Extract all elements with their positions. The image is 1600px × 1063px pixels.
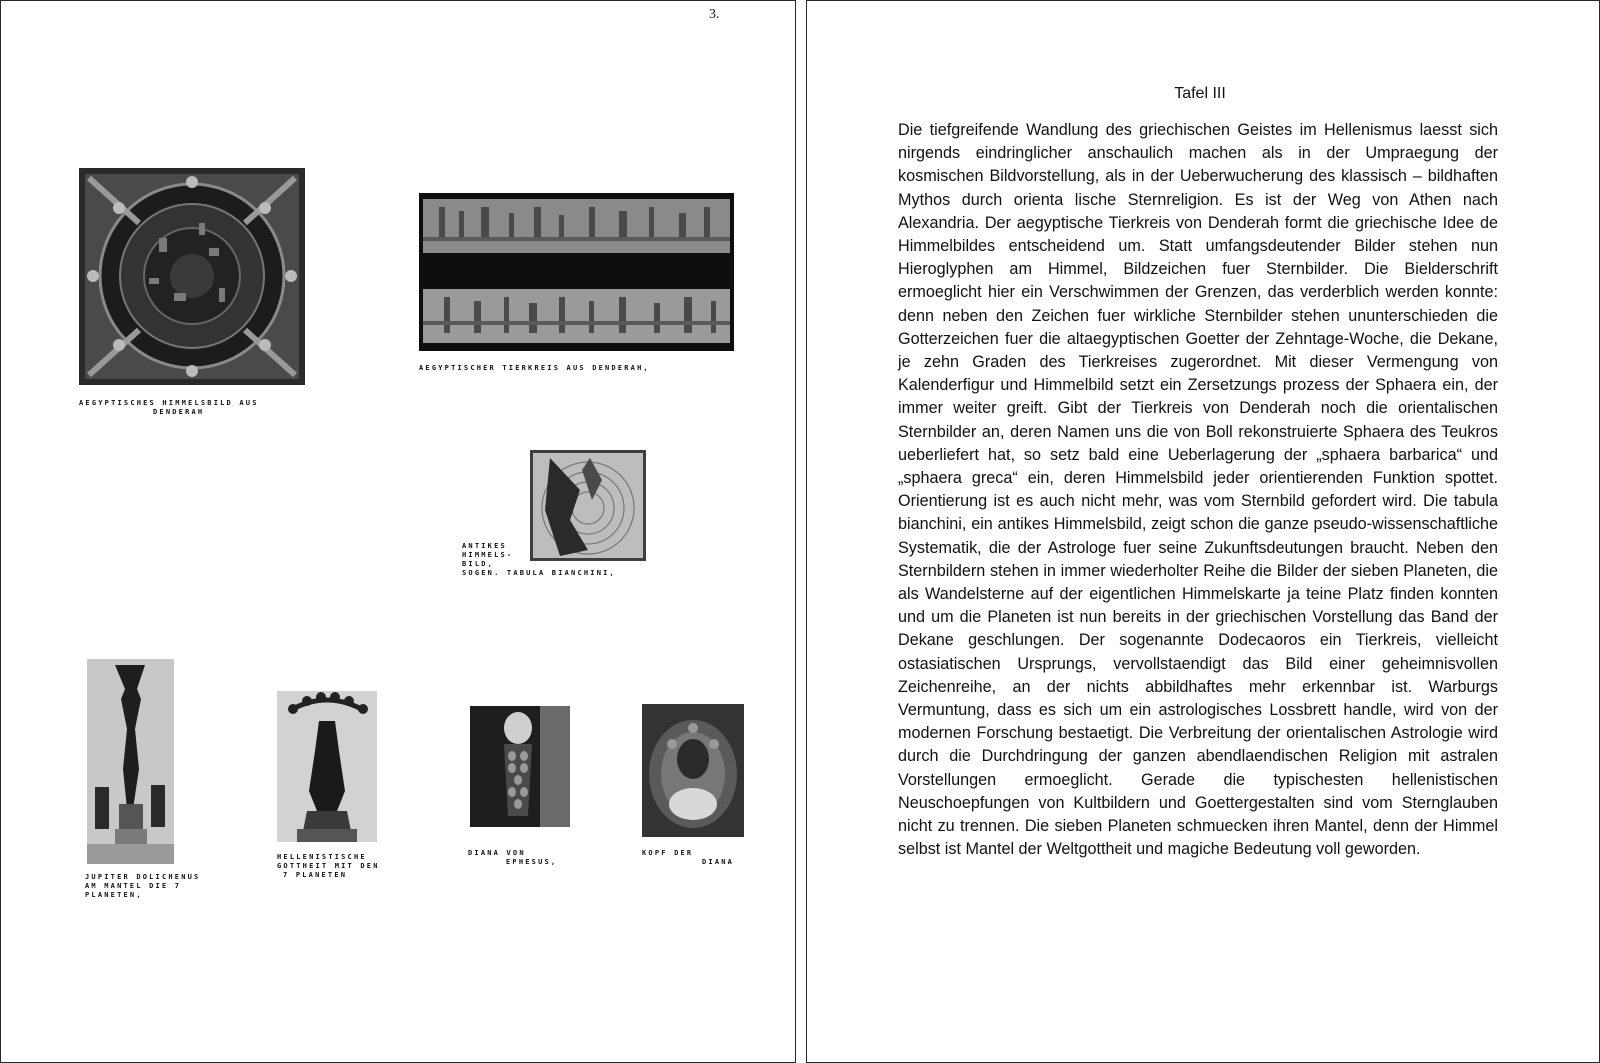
caption-jupiter xyxy=(85,873,200,900)
caption-line: EPHESUS, xyxy=(506,858,558,866)
caption-line: KOPF DER xyxy=(642,849,694,857)
photo-hellenistische-gottheit xyxy=(277,691,377,842)
caption-line: DIANA VON xyxy=(468,849,526,857)
caption-line: SOGEN. TABULA BIANCHINI, xyxy=(462,569,616,577)
caption-line: PLANETEN, xyxy=(85,891,143,899)
photo-jupiter-dolichenus xyxy=(87,659,174,864)
left-page-photo-plate xyxy=(0,0,796,1063)
caption-line: GOTTHEIT MIT DEN xyxy=(277,862,380,870)
photo-diana-von-ephesus xyxy=(470,706,570,827)
caption-himmelsbild xyxy=(79,399,259,417)
caption-line: JUPITER DOLICHENUS xyxy=(85,873,201,881)
caption-line: DIANA xyxy=(702,858,735,866)
caption-line: ANTIKES xyxy=(462,542,507,550)
caption-tierkreis: AEGYPTISCHER TIERKREIS AUS DENDERAH, xyxy=(419,364,650,372)
caption-tabula xyxy=(462,542,616,578)
jupiter-statue-image xyxy=(87,659,174,864)
caption-line: BILD, xyxy=(462,560,495,568)
caption-line: AM MANTEL DIE 7 xyxy=(85,882,182,890)
caption-line: AEGYPTISCHES HIMMELSBILD AUS xyxy=(79,399,259,407)
photo-kopf-der-diana xyxy=(642,704,744,837)
gottheit-statue-image xyxy=(277,691,377,842)
diana-head-image xyxy=(642,704,744,837)
caption-line: 7 PLANETEN xyxy=(283,871,348,879)
caption-gottheit xyxy=(277,853,380,880)
caption-line: DENDERAH xyxy=(153,408,205,416)
page-number: 3. xyxy=(709,7,720,22)
body-paragraph: Die tiefgreifende Wandlung des griechischen Geistes im Hellenismus laesst sich nirgends eindringlicher anschaulich machen als in der Umpraegung der kosmischen Bildvorstellung, als in der Ueberwucherung des klassisch – bildhaften Mythos durch orienta lische Sternreligion. Es ist der Weg von Athen nach Alexandria. Der aegyptische Tierkreis von Denderah formt die griechische Idee de Himmelbildes entscheidend um. Statt umfangsdeutender Bilder stehen nun Hieroglyphen am Himmel, Bildzeichen fuer Sternbilder. Die Bielderschrift ermoeglicht hier ein Verschwimmen der Grenzen, das verderblich werden konnte: denn neben den Zeichen fuer wirkliche Sternbilder stehen ununterschieden die Gotterzeichen fuer die altaegyptischen Goetter der Zehntage-Woche, die Dekane, je zehn Graden des Tierkreises zugerordnet. Mit dieser Vermengung von Kalenderfigur und Himmelbild setzt ein Zersetzungs prozess der Sphaera ein, der immer weiter greift. Gibt der Tierkreis von Denderah noch die orientalischen Sternbilder an, deren Namen uns die von Boll rekonstruierte Sphaera des Teukros ueberliefert hat, so setz bald eine Ueberlagerung der „sphaera barbarica“ und „sphaera greca“ ein, deren Himmelsbild jeder orientierenden Funktion spottet. Orientierung ist es auch nicht mehr, was vom Sternbild gefordert wird. Die tabula bianchini, ein antikes Himmelsbild, zeigt schon die ganze pseudo-wissenschaftliche Systematik, die der Astrologe fuer seine Zukunftsdeutungen braucht. Neben den Sternbildern stehen in immer wiederholter Reihe die Bilder der sieben Planeten, die als Wandelsterne auf der eigentlichen Himmelskarte ja teine Platz finden konnten und um die Planeten ist nun bereits in der griechischen Vorstellung das Band der Dekane geschlungen. Der sogenannte Dodecaoros ein Tierkreis, vielleicht ostasiatischen Ursprungs, vervollstaendigt das Bild einer geheimnisvollen Zeichenreihe, an der nichts abbildhaftes mehr erkennbar ist. Warburgs Vermuntung, dass es sich um ein astrologisches Lossbrett handle, wird von der modernen Forschung bestaetigt. Die Verbreitung der orientalischen Astrologie wird durch die Durchdringung der ganzen abendlaendischen Religion mit astralen Vorstellungen ermoeglicht. Gerade die typischesten hellenistischen Neuschoepfungen von Kultbildern und Goettergestalten sind vom Sternglauben nicht zu trennen. Die sieben Planeten schmuecken ihren Mantel, denn der Himmel selbst ist Mantel der Weltgottheit und magiche Bedeutung voll geworden. xyxy=(898,121,1498,859)
zodiac-strip-image xyxy=(419,193,734,351)
photo-denderah-himmelsbild xyxy=(79,168,305,385)
caption-diana xyxy=(468,849,557,867)
zodiac-circle-image xyxy=(79,168,305,385)
caption-kopf xyxy=(642,849,734,867)
caption-line: HIMMELS- xyxy=(462,551,514,559)
diana-statue-image xyxy=(470,706,570,827)
photo-denderah-tierkreis xyxy=(419,193,734,351)
page-title: Tafel III xyxy=(1174,85,1226,102)
right-page-text xyxy=(806,0,1600,1063)
caption-line: HELLENISTISCHE xyxy=(277,853,367,861)
